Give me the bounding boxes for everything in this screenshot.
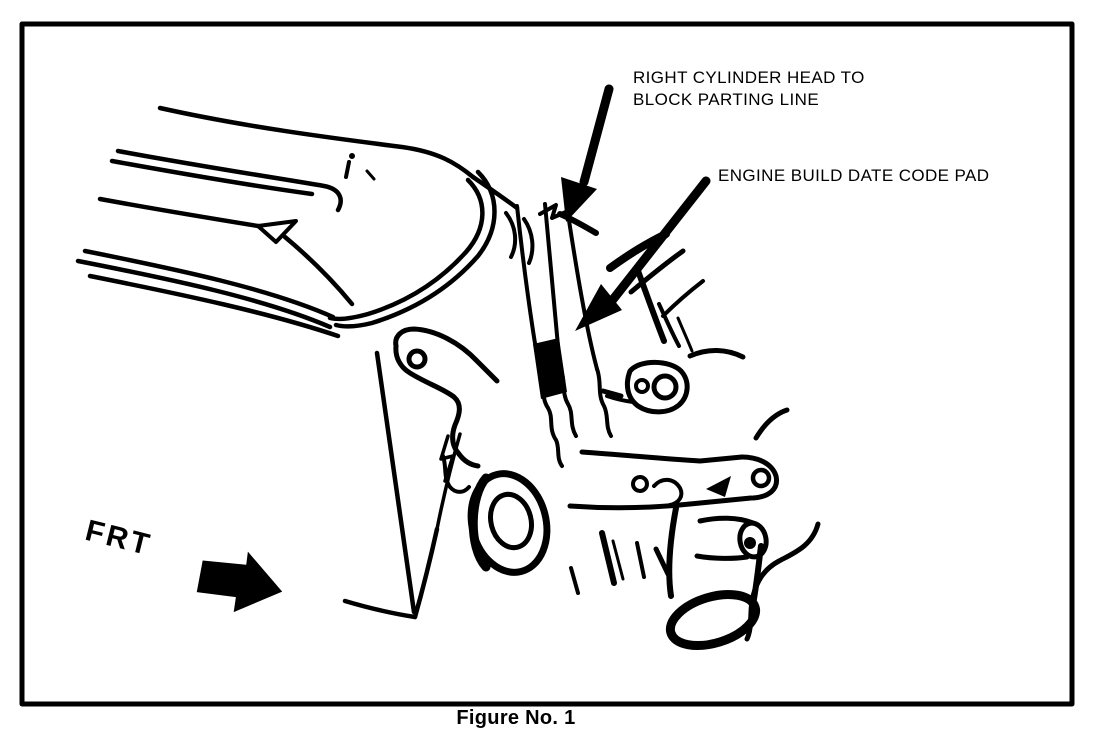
mounting-bracket bbox=[396, 329, 497, 492]
label-parting-line bbox=[633, 67, 865, 111]
front-direction-arrow-icon bbox=[191, 540, 290, 623]
label-parting-line-line1: RIGHT CYLINDER HEAD TO bbox=[633, 68, 865, 87]
figure-caption: Figure No. 1 bbox=[456, 707, 576, 729]
heater-tube bbox=[570, 452, 777, 508]
shading-lines-lower bbox=[571, 533, 668, 593]
bypass-fitting bbox=[603, 362, 687, 412]
water-pump-boss bbox=[461, 466, 557, 581]
label-date-code-pad: ENGINE BUILD DATE CODE PAD bbox=[718, 166, 990, 185]
valve-cover bbox=[78, 108, 517, 336]
parting-line-arrow bbox=[561, 89, 609, 222]
label-parting-line-line2: BLOCK PARTING LINE bbox=[633, 90, 820, 109]
date-code-pad bbox=[533, 338, 567, 399]
label-frt: FRT bbox=[82, 514, 156, 563]
date-pad-arrow bbox=[575, 181, 706, 331]
shading-lines-upper bbox=[607, 234, 787, 438]
